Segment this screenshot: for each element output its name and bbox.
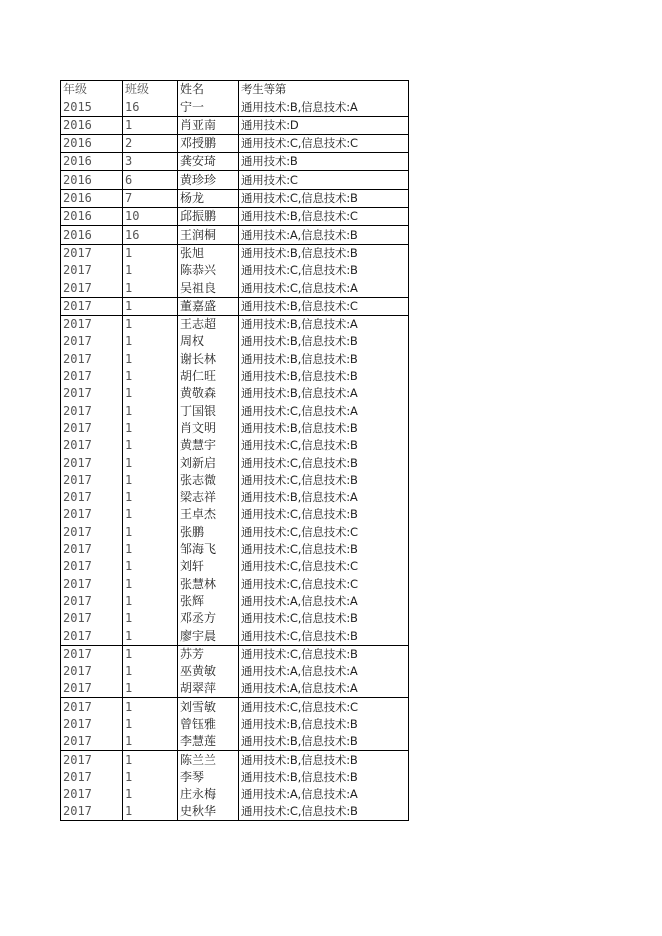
cell-name: 陈兰兰 <box>178 751 239 769</box>
cell-grade: 2017 <box>61 716 123 733</box>
cell-class: 1 <box>123 244 178 262</box>
cell-class: 1 <box>123 716 178 733</box>
cell-name: 刘轩 <box>178 558 239 575</box>
table-row <box>61 244 409 262</box>
cell-grade: 2017 <box>61 769 123 786</box>
cell-grade: 2017 <box>61 315 123 333</box>
table-row <box>61 489 409 506</box>
table-row <box>61 226 409 244</box>
cell-rating: 通用技术:B,信息技术:B <box>239 716 409 733</box>
cell-grade: 2017 <box>61 368 123 385</box>
cell-grade: 2017 <box>61 489 123 506</box>
cell-name: 廖宇晨 <box>178 627 239 645</box>
cell-rating: 通用技术:B,信息技术:B <box>239 350 409 367</box>
cell-name: 黄珍珍 <box>178 171 239 189</box>
cell-name: 丁国银 <box>178 402 239 419</box>
cell-name: 宁一 <box>178 98 239 116</box>
table-row <box>61 803 409 821</box>
cell-class: 1 <box>123 541 178 558</box>
cell-grade: 2017 <box>61 645 123 663</box>
cell-grade: 2017 <box>61 454 123 471</box>
table-row <box>61 333 409 350</box>
cell-rating: 通用技术:C,信息技术:C <box>239 575 409 592</box>
table-row <box>61 208 409 226</box>
cell-class: 1 <box>123 420 178 437</box>
cell-name: 肖亚南 <box>178 116 239 134</box>
cell-class: 1 <box>123 769 178 786</box>
cell-name: 李慧莲 <box>178 733 239 751</box>
cell-rating: 通用技术:C,信息技术:B <box>239 189 409 207</box>
table-row <box>61 454 409 471</box>
table-row <box>61 116 409 134</box>
cell-name: 黄敬森 <box>178 385 239 402</box>
cell-grade: 2017 <box>61 698 123 716</box>
cell-class: 1 <box>123 489 178 506</box>
table-row <box>61 297 409 315</box>
cell-rating: 通用技术:C,信息技术:B <box>239 262 409 279</box>
cell-grade: 2017 <box>61 558 123 575</box>
cell-grade: 2017 <box>61 279 123 297</box>
table-row <box>61 134 409 152</box>
cell-grade: 2017 <box>61 593 123 610</box>
cell-name: 胡仁旺 <box>178 368 239 385</box>
table-row <box>61 153 409 171</box>
cell-rating: 通用技术:C,信息技术:C <box>239 558 409 575</box>
header-name: 姓名 <box>178 81 239 99</box>
cell-class: 1 <box>123 627 178 645</box>
header-row <box>61 81 409 99</box>
grade-table <box>60 80 409 821</box>
cell-class: 1 <box>123 751 178 769</box>
cell-name: 肖文明 <box>178 420 239 437</box>
cell-name: 刘雪敏 <box>178 698 239 716</box>
cell-class: 1 <box>123 279 178 297</box>
cell-class: 7 <box>123 189 178 207</box>
cell-grade: 2017 <box>61 803 123 821</box>
cell-class: 1 <box>123 593 178 610</box>
cell-rating: 通用技术:B,信息技术:B <box>239 244 409 262</box>
table-row <box>61 769 409 786</box>
cell-rating: 通用技术:B <box>239 153 409 171</box>
cell-rating: 通用技术:C,信息技术:C <box>239 698 409 716</box>
cell-grade: 2017 <box>61 333 123 350</box>
cell-grade: 2017 <box>61 627 123 645</box>
cell-class: 1 <box>123 733 178 751</box>
table-row <box>61 627 409 645</box>
cell-grade: 2017 <box>61 786 123 803</box>
cell-name: 黄慧宇 <box>178 437 239 454</box>
cell-class: 16 <box>123 226 178 244</box>
cell-name: 史秋华 <box>178 803 239 821</box>
cell-name: 杨龙 <box>178 189 239 207</box>
cell-grade: 2017 <box>61 733 123 751</box>
cell-class: 1 <box>123 663 178 680</box>
cell-rating: 通用技术:B,信息技术:C <box>239 297 409 315</box>
table-row <box>61 786 409 803</box>
cell-class: 1 <box>123 297 178 315</box>
cell-rating: 通用技术:B,信息技术:C <box>239 208 409 226</box>
cell-grade: 2017 <box>61 385 123 402</box>
table-row <box>61 541 409 558</box>
cell-class: 1 <box>123 680 178 698</box>
cell-name: 刘新启 <box>178 454 239 471</box>
header-grade: 年级 <box>61 81 123 99</box>
cell-name: 龚安琦 <box>178 153 239 171</box>
header-class: 班级 <box>123 81 178 99</box>
cell-class: 2 <box>123 134 178 152</box>
cell-name: 张鹏 <box>178 523 239 540</box>
table-row <box>61 350 409 367</box>
cell-rating: 通用技术:A,信息技术:A <box>239 593 409 610</box>
cell-class: 1 <box>123 402 178 419</box>
cell-name: 王卓杰 <box>178 506 239 523</box>
table-row <box>61 420 409 437</box>
table-row <box>61 472 409 489</box>
cell-class: 6 <box>123 171 178 189</box>
table-row <box>61 558 409 575</box>
cell-class: 1 <box>123 262 178 279</box>
cell-grade: 2017 <box>61 523 123 540</box>
cell-class: 1 <box>123 350 178 367</box>
cell-grade: 2017 <box>61 610 123 627</box>
cell-rating: 通用技术:B,信息技术:B <box>239 769 409 786</box>
cell-grade: 2016 <box>61 226 123 244</box>
cell-name: 吴祖良 <box>178 279 239 297</box>
cell-class: 1 <box>123 315 178 333</box>
cell-name: 邓丞方 <box>178 610 239 627</box>
cell-rating: 通用技术:C,信息技术:B <box>239 506 409 523</box>
cell-grade: 2016 <box>61 208 123 226</box>
cell-rating: 通用技术:C <box>239 171 409 189</box>
cell-class: 1 <box>123 506 178 523</box>
table-row <box>61 437 409 454</box>
table-row <box>61 575 409 592</box>
table-row <box>61 98 409 116</box>
table-body <box>61 81 409 821</box>
cell-grade: 2017 <box>61 350 123 367</box>
table-row <box>61 716 409 733</box>
cell-class: 1 <box>123 786 178 803</box>
cell-name: 巫黄敏 <box>178 663 239 680</box>
cell-name: 陈恭兴 <box>178 262 239 279</box>
cell-name: 张辉 <box>178 593 239 610</box>
cell-class: 10 <box>123 208 178 226</box>
header-rating: 考生等第 <box>239 81 409 99</box>
cell-class: 1 <box>123 116 178 134</box>
table-row <box>61 262 409 279</box>
cell-name: 胡翠萍 <box>178 680 239 698</box>
cell-rating: 通用技术:C,信息技术:B <box>239 803 409 821</box>
cell-rating: 通用技术:B,信息技术:B <box>239 751 409 769</box>
cell-name: 董嘉盛 <box>178 297 239 315</box>
cell-class: 16 <box>123 98 178 116</box>
cell-rating: 通用技术:C,信息技术:A <box>239 402 409 419</box>
cell-grade: 2015 <box>61 98 123 116</box>
cell-name: 周权 <box>178 333 239 350</box>
cell-name: 邱振鹏 <box>178 208 239 226</box>
cell-rating: 通用技术:C,信息技术:B <box>239 541 409 558</box>
cell-grade: 2017 <box>61 541 123 558</box>
cell-rating: 通用技术:C,信息技术:B <box>239 645 409 663</box>
cell-grade: 2016 <box>61 171 123 189</box>
cell-rating: 通用技术:B,信息技术:B <box>239 733 409 751</box>
table-row <box>61 315 409 333</box>
cell-rating: 通用技术:C,信息技术:B <box>239 610 409 627</box>
cell-rating: 通用技术:C,信息技术:A <box>239 279 409 297</box>
cell-grade: 2017 <box>61 663 123 680</box>
cell-class: 1 <box>123 698 178 716</box>
table-row <box>61 402 409 419</box>
cell-rating: 通用技术:A,信息技术:A <box>239 663 409 680</box>
cell-rating: 通用技术:B,信息技术:A <box>239 489 409 506</box>
cell-name: 苏芳 <box>178 645 239 663</box>
table-row <box>61 171 409 189</box>
table-row <box>61 751 409 769</box>
cell-name: 庄永梅 <box>178 786 239 803</box>
cell-name: 张志微 <box>178 472 239 489</box>
cell-rating: 通用技术:C,信息技术:B <box>239 437 409 454</box>
cell-grade: 2017 <box>61 472 123 489</box>
cell-grade: 2017 <box>61 437 123 454</box>
cell-name: 王润桐 <box>178 226 239 244</box>
table-row <box>61 189 409 207</box>
cell-class: 1 <box>123 437 178 454</box>
table-row <box>61 733 409 751</box>
cell-class: 1 <box>123 803 178 821</box>
table-row <box>61 523 409 540</box>
cell-rating: 通用技术:B,信息技术:A <box>239 98 409 116</box>
cell-grade: 2017 <box>61 680 123 698</box>
cell-name: 邹海飞 <box>178 541 239 558</box>
cell-grade: 2016 <box>61 134 123 152</box>
cell-rating: 通用技术:A,信息技术:A <box>239 786 409 803</box>
cell-rating: 通用技术:D <box>239 116 409 134</box>
cell-name: 张旭 <box>178 244 239 262</box>
table-row <box>61 279 409 297</box>
cell-rating: 通用技术:C,信息技术:C <box>239 134 409 152</box>
cell-grade: 2017 <box>61 262 123 279</box>
cell-name: 谢长林 <box>178 350 239 367</box>
cell-name: 王志超 <box>178 315 239 333</box>
cell-class: 1 <box>123 385 178 402</box>
cell-name: 李琴 <box>178 769 239 786</box>
cell-rating: 通用技术:C,信息技术:C <box>239 523 409 540</box>
table-row <box>61 385 409 402</box>
cell-class: 1 <box>123 472 178 489</box>
table-row <box>61 698 409 716</box>
table-row <box>61 593 409 610</box>
table-row <box>61 506 409 523</box>
cell-class: 1 <box>123 575 178 592</box>
cell-grade: 2017 <box>61 244 123 262</box>
cell-class: 1 <box>123 610 178 627</box>
cell-rating: 通用技术:B,信息技术:A <box>239 385 409 402</box>
cell-grade: 2016 <box>61 153 123 171</box>
cell-class: 1 <box>123 645 178 663</box>
cell-rating: 通用技术:A,信息技术:A <box>239 680 409 698</box>
cell-class: 3 <box>123 153 178 171</box>
cell-name: 梁志祥 <box>178 489 239 506</box>
cell-rating: 通用技术:B,信息技术:A <box>239 315 409 333</box>
cell-grade: 2017 <box>61 751 123 769</box>
table-row <box>61 645 409 663</box>
table-row <box>61 610 409 627</box>
cell-rating: 通用技术:B,信息技术:B <box>239 333 409 350</box>
cell-class: 1 <box>123 523 178 540</box>
cell-grade: 2017 <box>61 420 123 437</box>
cell-rating: 通用技术:A,信息技术:B <box>239 226 409 244</box>
cell-grade: 2017 <box>61 575 123 592</box>
cell-class: 1 <box>123 333 178 350</box>
table-row <box>61 680 409 698</box>
table-row <box>61 368 409 385</box>
table-row <box>61 663 409 680</box>
cell-class: 1 <box>123 368 178 385</box>
cell-rating: 通用技术:C,信息技术:B <box>239 454 409 471</box>
cell-class: 1 <box>123 454 178 471</box>
cell-grade: 2017 <box>61 297 123 315</box>
cell-name: 曾钰雅 <box>178 716 239 733</box>
cell-rating: 通用技术:B,信息技术:B <box>239 420 409 437</box>
cell-rating: 通用技术:B,信息技术:B <box>239 368 409 385</box>
cell-name: 邓授鹏 <box>178 134 239 152</box>
cell-grade: 2016 <box>61 189 123 207</box>
cell-class: 1 <box>123 558 178 575</box>
cell-grade: 2017 <box>61 402 123 419</box>
cell-name: 张慧林 <box>178 575 239 592</box>
cell-rating: 通用技术:C,信息技术:B <box>239 627 409 645</box>
cell-grade: 2016 <box>61 116 123 134</box>
cell-grade: 2017 <box>61 506 123 523</box>
cell-rating: 通用技术:C,信息技术:B <box>239 472 409 489</box>
